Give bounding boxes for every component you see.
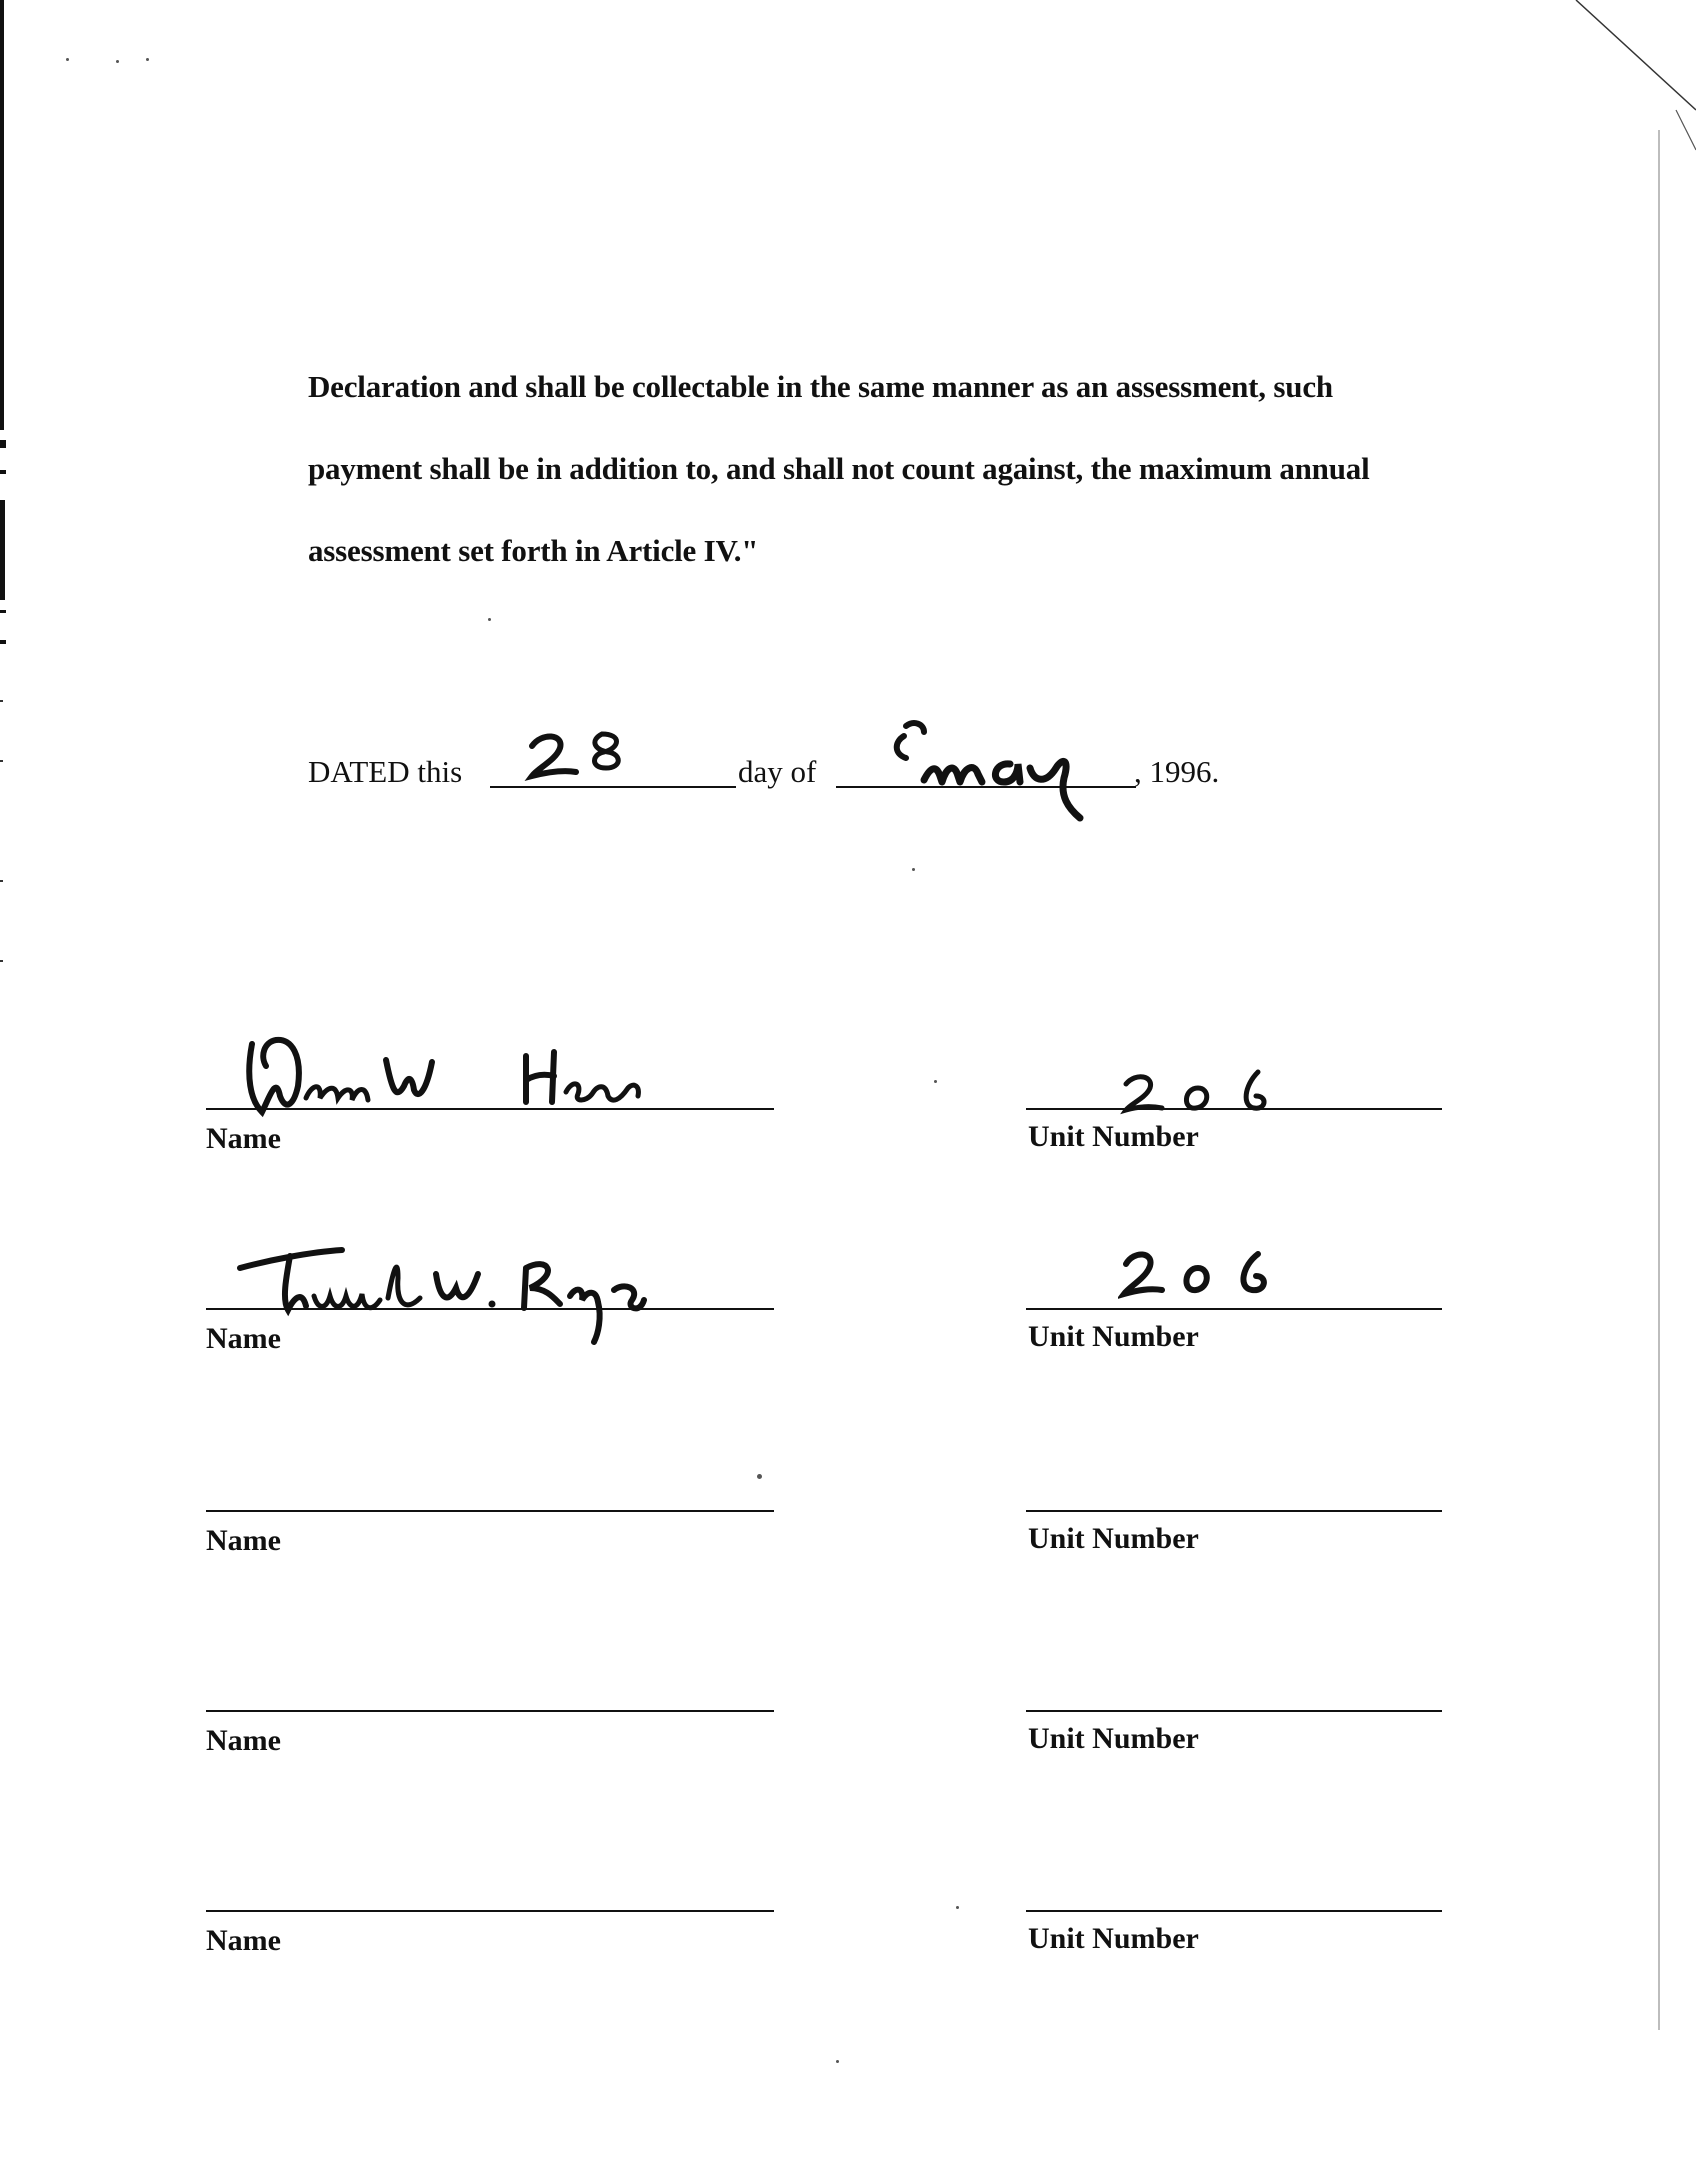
handwritten-signature [230,1238,810,1348]
handwritten-unit-number [1120,1066,1280,1116]
unit-number-label: Unit Number [1028,1120,1199,1153]
paragraph-line: Declaration and shall be collectable in the same manner as an assessment, such [308,369,1333,404]
handwritten-month [884,712,1124,822]
name-label: Name [206,1322,281,1355]
handwritten-signature [236,1016,676,1126]
scan-edge-left [0,0,7,1000]
name-label: Name [206,1524,281,1557]
body-paragraph [308,346,1428,592]
scan-edge-right [1658,130,1660,2030]
paragraph-line: payment shall be in addition to, and shall not count against, the maximum annual [308,451,1370,486]
scan-speck [66,58,69,61]
scan-speck [934,1080,937,1083]
scan-speck [912,868,915,871]
handwritten-day [524,724,634,784]
dated-suffix: , 1996. [1134,754,1220,789]
dated-line [308,746,1268,806]
unit-number-label: Unit Number [1028,1722,1199,1755]
paragraph-line: assessment set forth in Article IV." [308,533,759,568]
handwritten-unit-number [1118,1244,1278,1300]
scan-speck [146,58,149,61]
unit-number-line [1026,1710,1442,1712]
name-label: Name [206,1724,281,1757]
name-signature-line [206,1510,774,1512]
unit-number-line [1026,1910,1442,1912]
scan-speck [956,1906,959,1909]
scan-speck [116,60,119,63]
scan-speck [836,2060,839,2063]
unit-number-line [1026,1308,1442,1310]
dated-prefix: DATED this [308,754,463,789]
name-label: Name [206,1924,281,1957]
unit-number-line [1026,1510,1442,1512]
name-signature-line [206,1910,774,1912]
scan-speck [488,618,491,621]
day-blank [490,786,736,788]
name-signature-line [206,1710,774,1712]
dated-middle: day of [738,754,817,789]
scan-speck [757,1474,762,1479]
unit-number-label: Unit Number [1028,1922,1199,1955]
unit-number-label: Unit Number [1028,1522,1199,1555]
corner-fold-mark [1556,0,1696,160]
name-label: Name [206,1122,281,1155]
unit-number-label: Unit Number [1028,1320,1199,1353]
